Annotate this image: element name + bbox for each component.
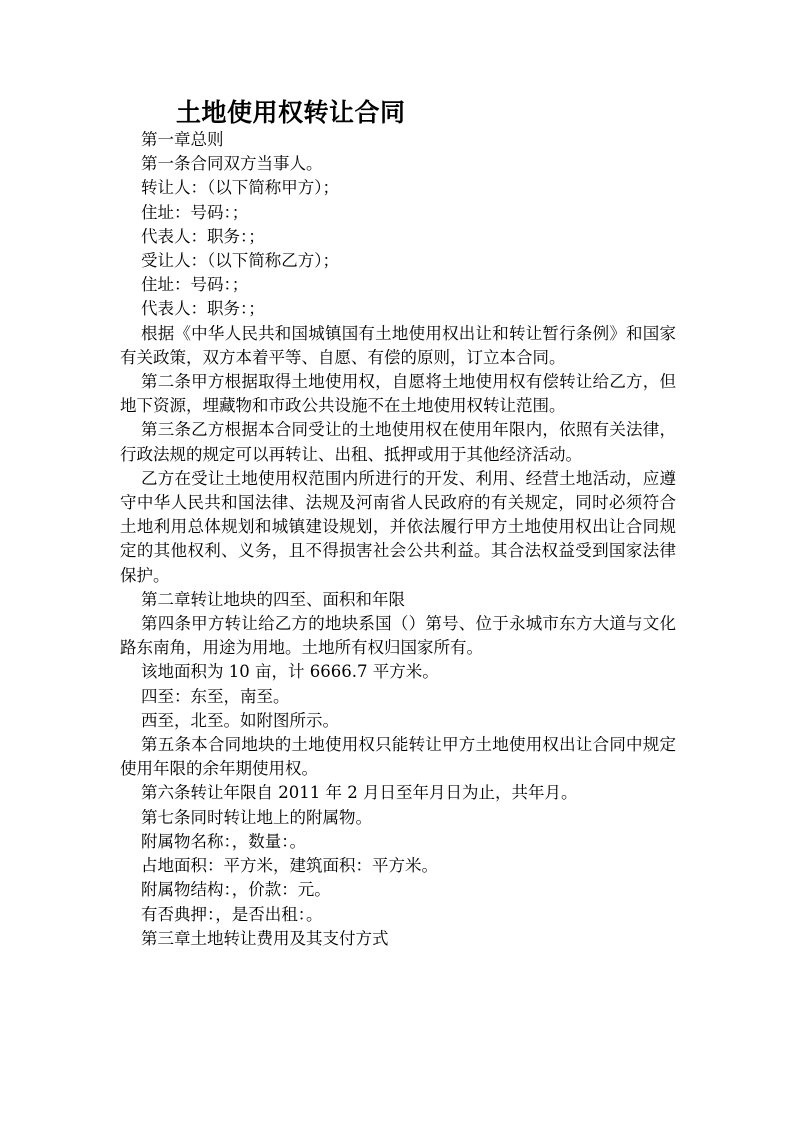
document-body	[120, 128, 676, 951]
paragraph: 代表人：职务：；	[141, 226, 265, 246]
paragraph: 有否典押：，是否出租：。	[141, 904, 323, 924]
chapter-heading: 第二章转让地块的四至、面积和年限	[141, 589, 405, 609]
paragraph: 第五条本合同地块的土地使用权只能转让甲方土地使用权出让合同中规定使用年限的余年期使用权。	[120, 735, 676, 779]
paragraph: 第一条合同双方当事人。	[141, 154, 323, 174]
paragraph: 附属物结构：，价款：元。	[141, 880, 331, 900]
paragraph: 西至，北至。如附图所示。	[141, 710, 339, 730]
paragraph: 附属物名称：，数量：。	[141, 831, 306, 851]
paragraph: 占地面积：平方米，建筑面积：平方米。	[141, 856, 438, 876]
paragraph: 第七条同时转让地上的附属物。	[141, 807, 372, 827]
paragraph: 第二条甲方根据取得土地使用权，自愿将土地使用权有偿转让给乙方，但地下资源，埋藏物和市政公共设施不在土地使用权转让范围。	[120, 372, 676, 416]
paragraph: 第四条甲方转让给乙方的地块系国（）第号、位于永城市东方大道与文化路东南角，用途为用地。土地所有权归国家所有。	[120, 614, 676, 658]
paragraph: 住址：号码：；	[141, 275, 249, 295]
chapter-heading: 第三章土地转让费用及其支付方式	[141, 928, 389, 948]
paragraph: 转让人：（以下简称甲方）；	[141, 178, 339, 198]
paragraph: 四至：东至，南至。	[141, 686, 290, 706]
paragraph: 受让人：（以下简称乙方）；	[141, 251, 339, 271]
paragraph: 乙方在受让土地使用权范围内所进行的开发、利用、经营土地活动，应遵守中华人民共和国法律、法规及河南省人民政府的有关规定，同时必须符合土地利用总体规划和城镇建设规划，并依法履行甲方土地使用权出让合同规定的其他权利、义务，且不得损害社会公共利益。其合法权益受到国家法律保护。	[120, 468, 676, 585]
paragraph: 代表人：职务：；	[141, 299, 265, 319]
paragraph: 住址：号码：；	[141, 202, 249, 222]
paragraph: 根据《中华人民共和国城镇国有土地使用权出让和转让暂行条例》和国家有关政策，双方本着平等、自愿、有偿的原则，订立本合同。	[120, 323, 676, 367]
paragraph: 第三条乙方根据本合同受让的土地使用权在使用年限内，依照有关法律，行政法规的规定可以再转让、出租、抵押或用于其他经济活动。	[120, 420, 676, 464]
paragraph: 该地面积为 10 亩，计 6666.7 平方米。	[141, 662, 439, 682]
paragraph: 第六条转让年限自 2011 年 2 月日至年月日为止，共年月。	[141, 783, 578, 803]
chapter-heading: 第一章总则	[141, 130, 224, 149]
document-title: 土地使用权转让合同	[176, 98, 406, 127]
